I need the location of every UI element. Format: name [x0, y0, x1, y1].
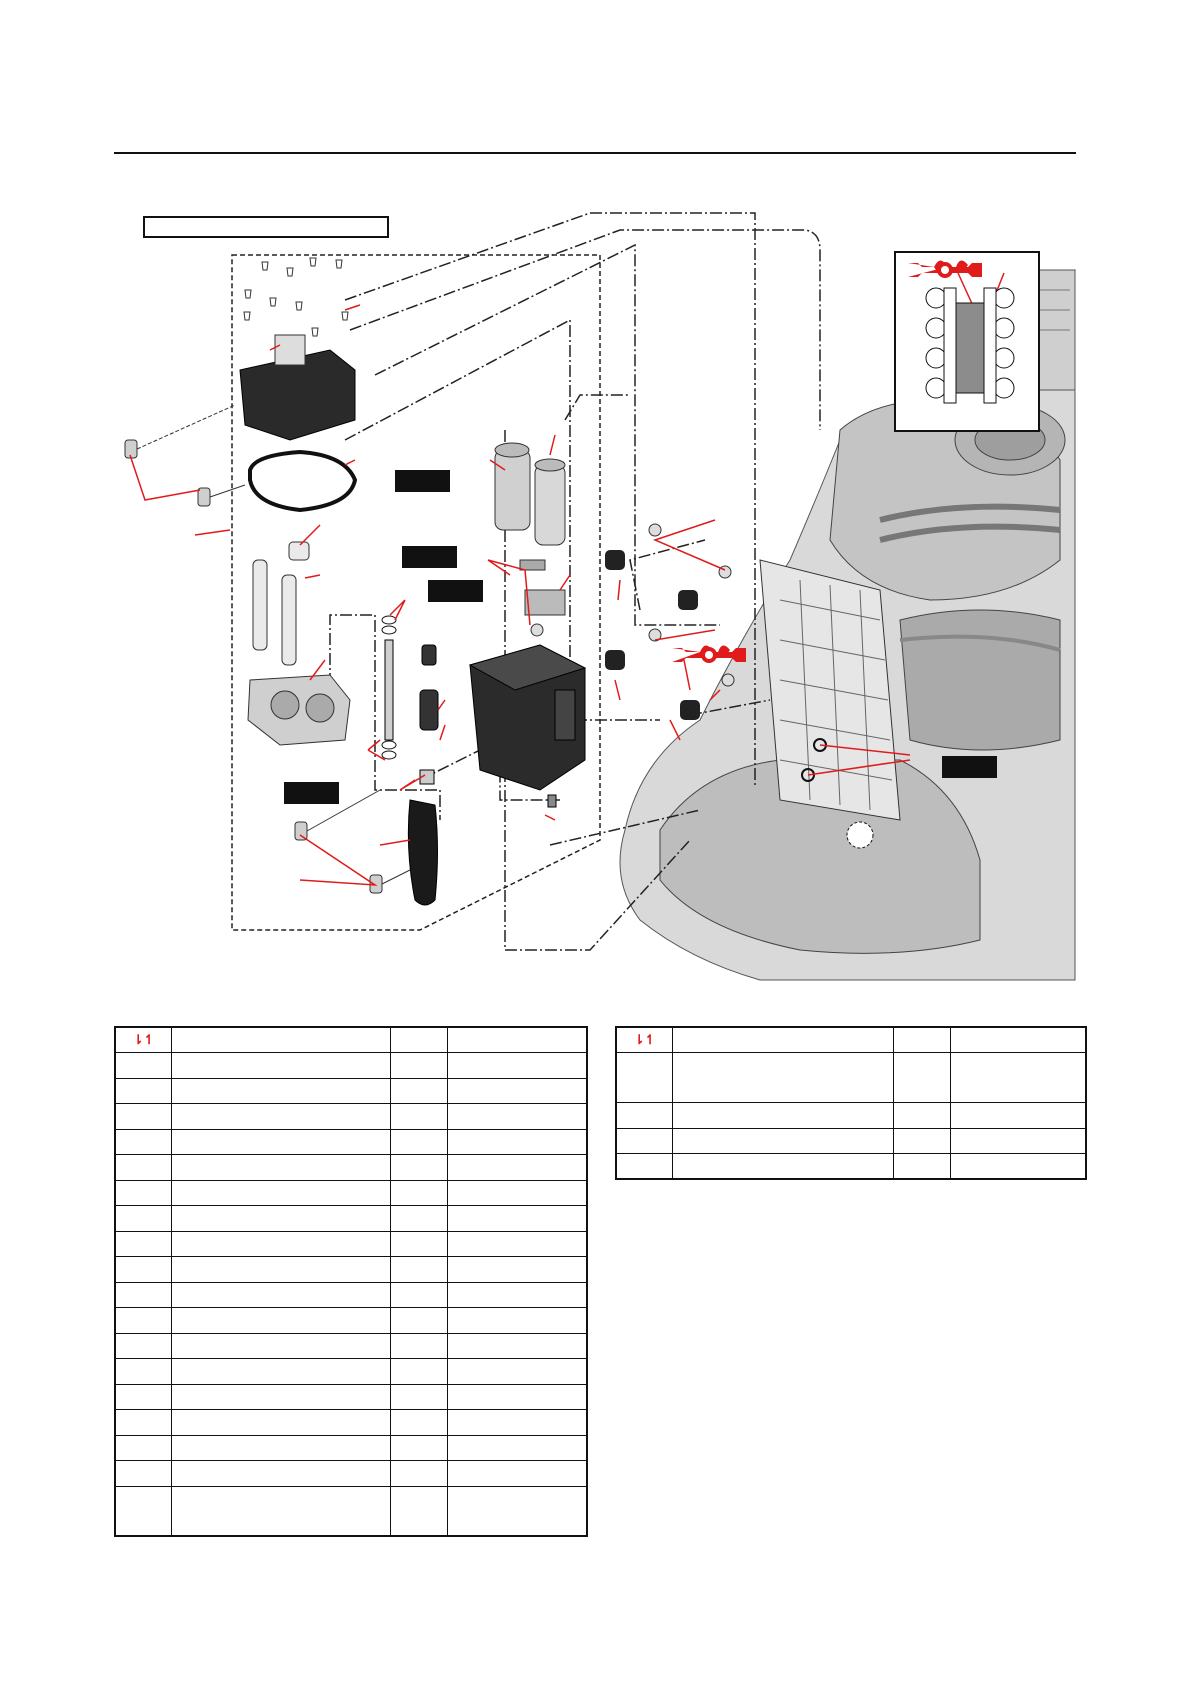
cell-no	[115, 1461, 172, 1487]
table-row	[616, 1053, 1086, 1103]
cell-remarks	[448, 1282, 587, 1308]
cell-qty	[894, 1103, 951, 1129]
cell-qty	[391, 1359, 448, 1385]
cell-no	[115, 1078, 172, 1104]
table-row	[115, 1257, 587, 1283]
cell-remarks	[951, 1128, 1086, 1154]
cell-no	[115, 1308, 172, 1334]
cell-no	[115, 1486, 172, 1536]
cell-remarks	[448, 1180, 587, 1206]
cell-part	[172, 1282, 391, 1308]
cell-no	[616, 1154, 673, 1180]
cell-no	[115, 1180, 172, 1206]
callout-label-box	[143, 216, 389, 238]
table-header-row	[115, 1027, 587, 1053]
cell-no	[616, 1103, 673, 1129]
cell-remarks	[448, 1410, 587, 1436]
cell-no	[115, 1155, 172, 1181]
cell-remarks	[448, 1257, 587, 1283]
cell-no	[115, 1053, 172, 1079]
cell-qty	[391, 1486, 448, 1536]
table-row	[115, 1053, 587, 1079]
table-row	[115, 1384, 587, 1410]
cell-qty	[391, 1410, 448, 1436]
cell-qty	[894, 1128, 951, 1154]
table-row	[115, 1180, 587, 1206]
step-tag-3	[428, 580, 483, 602]
cell-qty	[391, 1078, 448, 1104]
cell-remarks	[448, 1053, 587, 1079]
cell-part	[172, 1180, 391, 1206]
cell-qty	[391, 1155, 448, 1181]
screws	[244, 258, 348, 336]
cell-remarks	[448, 1129, 587, 1155]
step-tag-2	[402, 546, 457, 568]
cell-qty	[391, 1129, 448, 1155]
cell-part	[673, 1103, 894, 1129]
cell-qty	[391, 1257, 448, 1283]
cell-remarks	[448, 1461, 587, 1487]
cell-qty	[391, 1461, 448, 1487]
cell-qty	[391, 1180, 448, 1206]
table-row	[115, 1129, 587, 1155]
cell-remarks	[448, 1359, 587, 1385]
cell-remarks	[448, 1231, 587, 1257]
parts-table-right	[615, 1026, 1087, 1180]
table-row	[616, 1103, 1086, 1129]
table-row	[115, 1486, 587, 1536]
cell-no	[115, 1257, 172, 1283]
cell-qty	[894, 1154, 951, 1180]
cell-qty	[391, 1308, 448, 1334]
cell-qty	[391, 1384, 448, 1410]
cell-part	[172, 1435, 391, 1461]
header-qty	[391, 1027, 448, 1053]
parts-table-left	[114, 1026, 588, 1537]
table-row	[115, 1155, 587, 1181]
cell-part	[673, 1154, 894, 1180]
cell-qty	[391, 1282, 448, 1308]
cell-no	[115, 1129, 172, 1155]
cell-qty	[391, 1053, 448, 1079]
cell-qty	[391, 1104, 448, 1130]
sort-arrows-icon: ⇂↿	[616, 1027, 673, 1053]
header-qty	[894, 1027, 951, 1053]
table-header-row	[616, 1027, 1086, 1053]
separator-tank	[470, 645, 585, 790]
cell-no	[115, 1359, 172, 1385]
cell-qty	[391, 1333, 448, 1359]
cell-part	[673, 1053, 894, 1103]
table-row	[616, 1128, 1086, 1154]
cell-qty	[391, 1435, 448, 1461]
cell-part	[172, 1078, 391, 1104]
cell-no	[115, 1282, 172, 1308]
cell-remarks	[448, 1435, 587, 1461]
cell-part	[172, 1359, 391, 1385]
cell-remarks	[448, 1333, 587, 1359]
detail-inset	[894, 251, 1040, 432]
separator-cover	[240, 335, 355, 510]
table-row	[616, 1154, 1086, 1180]
cell-part	[172, 1333, 391, 1359]
cell-part	[172, 1129, 391, 1155]
fuel-pipes	[248, 542, 350, 745]
table-row	[115, 1078, 587, 1104]
step-tag-5	[942, 756, 997, 778]
step-tag-4	[284, 782, 339, 804]
cell-part	[172, 1231, 391, 1257]
cell-no	[115, 1384, 172, 1410]
cell-remarks	[448, 1308, 587, 1334]
cell-part	[172, 1486, 391, 1536]
lubricant-applicator-icon	[908, 260, 982, 278]
table-row	[115, 1308, 587, 1334]
cell-remarks	[951, 1103, 1086, 1129]
table-row	[115, 1282, 587, 1308]
header-remarks	[951, 1027, 1086, 1053]
cell-qty	[391, 1231, 448, 1257]
table-row	[115, 1231, 587, 1257]
cell-remarks	[448, 1104, 587, 1130]
table-row	[115, 1104, 587, 1130]
header-part-name	[673, 1027, 894, 1053]
header-remarks	[448, 1027, 587, 1053]
table-row	[115, 1359, 587, 1385]
table-row	[115, 1333, 587, 1359]
cell-part	[172, 1257, 391, 1283]
cell-remarks	[951, 1154, 1086, 1180]
cell-no	[115, 1410, 172, 1436]
header-part-name	[172, 1027, 391, 1053]
cell-no	[115, 1231, 172, 1257]
cell-no	[616, 1053, 673, 1103]
cell-part	[172, 1206, 391, 1232]
cell-part	[172, 1308, 391, 1334]
cell-part	[172, 1461, 391, 1487]
cell-no	[115, 1104, 172, 1130]
long-bolts	[125, 405, 430, 893]
cell-remarks	[951, 1053, 1086, 1103]
cell-part	[673, 1128, 894, 1154]
cell-no	[115, 1435, 172, 1461]
cell-remarks	[448, 1078, 587, 1104]
inset-drawing	[896, 253, 1038, 430]
table-row	[115, 1461, 587, 1487]
cell-part	[172, 1053, 391, 1079]
cell-part	[172, 1410, 391, 1436]
table-row	[115, 1435, 587, 1461]
table-row	[115, 1410, 587, 1436]
cell-part	[172, 1104, 391, 1130]
cell-no	[115, 1333, 172, 1359]
sort-arrows-icon: ⇂↿	[115, 1027, 172, 1053]
cell-qty	[894, 1053, 951, 1103]
step-tag-1	[395, 470, 450, 492]
cell-part	[172, 1384, 391, 1410]
cell-no	[115, 1206, 172, 1232]
cell-remarks	[448, 1206, 587, 1232]
cell-qty	[391, 1206, 448, 1232]
cell-no	[616, 1128, 673, 1154]
table-row	[115, 1206, 587, 1232]
cell-remarks	[448, 1486, 587, 1536]
cell-remarks	[448, 1384, 587, 1410]
cell-part	[172, 1155, 391, 1181]
cell-remarks	[448, 1155, 587, 1181]
